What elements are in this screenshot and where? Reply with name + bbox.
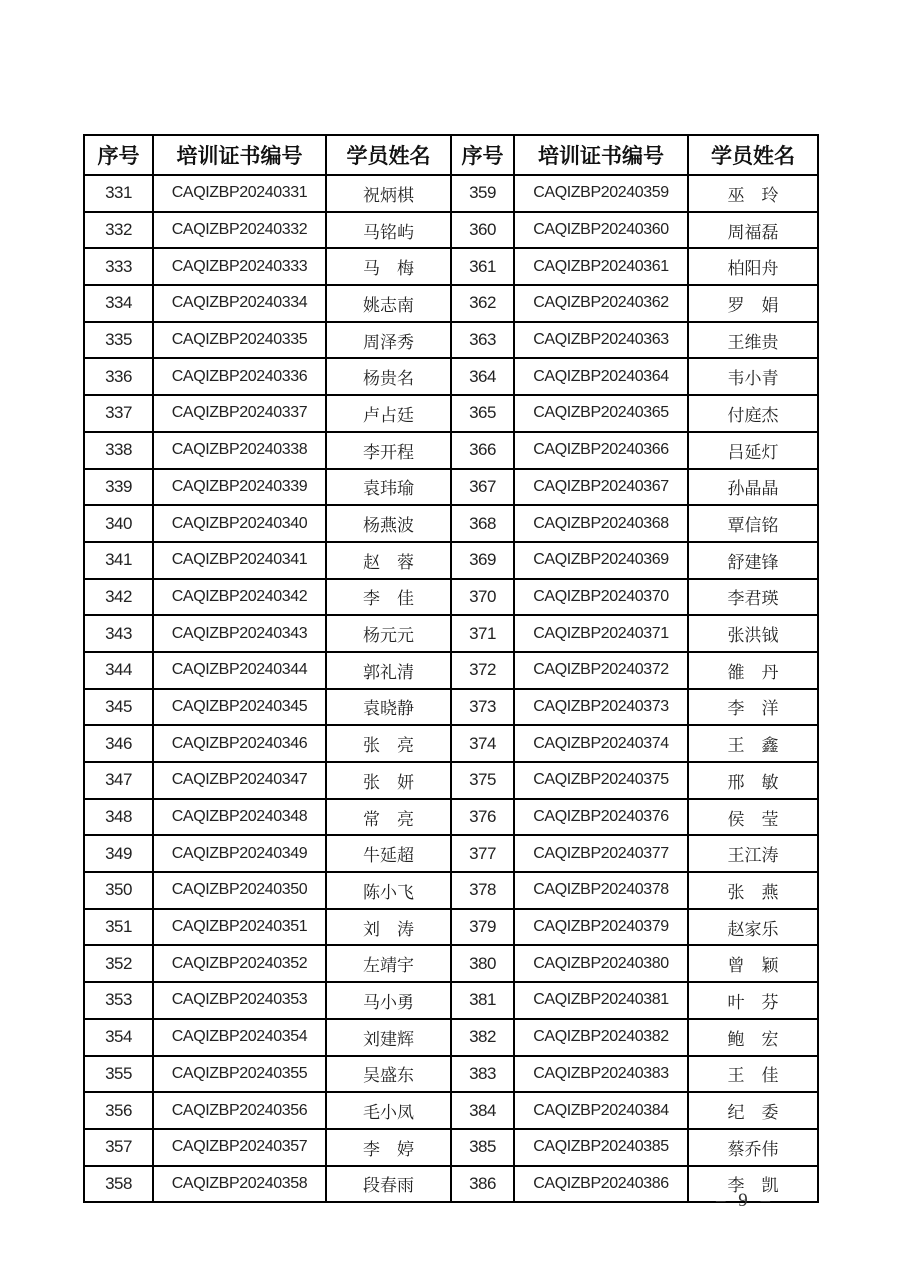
- certificate-cell: CAQIZBP20240358: [153, 1166, 326, 1203]
- certificate-cell: CAQIZBP20240351: [153, 909, 326, 946]
- name-cell: 牛延超: [326, 835, 451, 872]
- table-row: [84, 1092, 818, 1129]
- serial-cell: 383: [451, 1056, 514, 1093]
- certificate-cell: CAQIZBP20240357: [153, 1129, 326, 1166]
- certificate-cell: CAQIZBP20240363: [514, 322, 688, 359]
- serial-cell: 331: [84, 175, 153, 212]
- certificate-cell: CAQIZBP20240377: [514, 835, 688, 872]
- name-cell: 马 梅: [326, 248, 451, 285]
- table-row: [84, 358, 818, 395]
- serial-cell: 377: [451, 835, 514, 872]
- certificate-cell: CAQIZBP20240368: [514, 505, 688, 542]
- certificate-roster-table: [83, 134, 819, 1203]
- table-body: [84, 175, 818, 1202]
- certificate-cell: CAQIZBP20240384: [514, 1092, 688, 1129]
- serial-cell: 366: [451, 432, 514, 469]
- certificate-cell: CAQIZBP20240340: [153, 505, 326, 542]
- page-number: – 9 –: [716, 1190, 774, 1211]
- name-cell: 段春雨: [326, 1166, 451, 1203]
- certificate-cell: CAQIZBP20240356: [153, 1092, 326, 1129]
- name-cell: 赵 蓉: [326, 542, 451, 579]
- certificate-cell: CAQIZBP20240385: [514, 1129, 688, 1166]
- serial-cell: 351: [84, 909, 153, 946]
- certificate-cell: CAQIZBP20240350: [153, 872, 326, 909]
- name-cell: 刘建辉: [326, 1019, 451, 1056]
- serial-cell: 371: [451, 615, 514, 652]
- certificate-cell: CAQIZBP20240336: [153, 358, 326, 395]
- certificate-cell: CAQIZBP20240381: [514, 982, 688, 1019]
- certificate-cell: CAQIZBP20240344: [153, 652, 326, 689]
- serial-cell: 352: [84, 945, 153, 982]
- serial-cell: 365: [451, 395, 514, 432]
- table-row: [84, 982, 818, 1019]
- serial-cell: 379: [451, 909, 514, 946]
- serial-cell: 348: [84, 799, 153, 836]
- name-cell: 姚志南: [326, 285, 451, 322]
- serial-cell: 345: [84, 689, 153, 726]
- certificate-cell: CAQIZBP20240331: [153, 175, 326, 212]
- name-cell: 雒 丹: [688, 652, 818, 689]
- name-cell: 孙晶晶: [688, 469, 818, 506]
- certificate-cell: CAQIZBP20240372: [514, 652, 688, 689]
- table-row: [84, 248, 818, 285]
- name-cell: 郭礼清: [326, 652, 451, 689]
- table-row: [84, 909, 818, 946]
- certificate-cell: CAQIZBP20240370: [514, 579, 688, 616]
- certificate-cell: CAQIZBP20240346: [153, 725, 326, 762]
- serial-cell: 343: [84, 615, 153, 652]
- serial-cell: 353: [84, 982, 153, 1019]
- serial-cell: 381: [451, 982, 514, 1019]
- table-row: [84, 945, 818, 982]
- certificate-cell: CAQIZBP20240334: [153, 285, 326, 322]
- table-row: [84, 872, 818, 909]
- name-cell: 鲍 宏: [688, 1019, 818, 1056]
- serial-cell: 358: [84, 1166, 153, 1203]
- certificate-cell: CAQIZBP20240369: [514, 542, 688, 579]
- certificate-cell: CAQIZBP20240347: [153, 762, 326, 799]
- certificate-cell: CAQIZBP20240333: [153, 248, 326, 285]
- certificate-cell: CAQIZBP20240364: [514, 358, 688, 395]
- serial-cell: 359: [451, 175, 514, 212]
- serial-cell: 374: [451, 725, 514, 762]
- certificate-cell: CAQIZBP20240348: [153, 799, 326, 836]
- serial-cell: 382: [451, 1019, 514, 1056]
- name-cell: 李 洋: [688, 689, 818, 726]
- serial-cell: 385: [451, 1129, 514, 1166]
- name-cell: 陈小飞: [326, 872, 451, 909]
- name-cell: 祝炳棋: [326, 175, 451, 212]
- certificate-cell: CAQIZBP20240341: [153, 542, 326, 579]
- serial-cell: 339: [84, 469, 153, 506]
- name-cell: 马铭屿: [326, 212, 451, 249]
- table-row: [84, 652, 818, 689]
- certificate-cell: CAQIZBP20240383: [514, 1056, 688, 1093]
- name-cell: 叶 芬: [688, 982, 818, 1019]
- certificate-cell: CAQIZBP20240366: [514, 432, 688, 469]
- name-cell: 杨燕波: [326, 505, 451, 542]
- certificate-cell: CAQIZBP20240353: [153, 982, 326, 1019]
- header-name-left: 学员姓名: [326, 135, 451, 175]
- serial-cell: 357: [84, 1129, 153, 1166]
- certificate-cell: CAQIZBP20240342: [153, 579, 326, 616]
- serial-cell: 369: [451, 542, 514, 579]
- name-cell: 杨元元: [326, 615, 451, 652]
- table-row: [84, 1056, 818, 1093]
- serial-cell: 362: [451, 285, 514, 322]
- name-cell: 毛小凤: [326, 1092, 451, 1129]
- serial-cell: 364: [451, 358, 514, 395]
- serial-cell: 344: [84, 652, 153, 689]
- certificate-cell: CAQIZBP20240375: [514, 762, 688, 799]
- header-row: [84, 135, 818, 175]
- table-row: [84, 542, 818, 579]
- serial-cell: 367: [451, 469, 514, 506]
- certificate-cell: CAQIZBP20240379: [514, 909, 688, 946]
- table-row: [84, 505, 818, 542]
- serial-cell: 370: [451, 579, 514, 616]
- name-cell: 袁晓静: [326, 689, 451, 726]
- serial-cell: 386: [451, 1166, 514, 1203]
- header-name-right: 学员姓名: [688, 135, 818, 175]
- serial-cell: 363: [451, 322, 514, 359]
- name-cell: 张洪钺: [688, 615, 818, 652]
- certificate-cell: CAQIZBP20240359: [514, 175, 688, 212]
- table-row: [84, 762, 818, 799]
- name-cell: 吴盛东: [326, 1056, 451, 1093]
- serial-cell: 341: [84, 542, 153, 579]
- name-cell: 张 亮: [326, 725, 451, 762]
- certificate-cell: CAQIZBP20240374: [514, 725, 688, 762]
- name-cell: 罗 娟: [688, 285, 818, 322]
- name-cell: 曾 颖: [688, 945, 818, 982]
- certificate-cell: CAQIZBP20240382: [514, 1019, 688, 1056]
- header-certificate-left: 培训证书编号: [153, 135, 326, 175]
- certificate-cell: CAQIZBP20240338: [153, 432, 326, 469]
- serial-cell: 340: [84, 505, 153, 542]
- name-cell: 袁玮瑜: [326, 469, 451, 506]
- serial-cell: 337: [84, 395, 153, 432]
- name-cell: 周福磊: [688, 212, 818, 249]
- table-row: [84, 469, 818, 506]
- serial-cell: 355: [84, 1056, 153, 1093]
- serial-cell: 373: [451, 689, 514, 726]
- serial-cell: 384: [451, 1092, 514, 1129]
- table-row: [84, 799, 818, 836]
- certificate-cell: CAQIZBP20240352: [153, 945, 326, 982]
- name-cell: 王 鑫: [688, 725, 818, 762]
- name-cell: 吕延灯: [688, 432, 818, 469]
- table-row: [84, 432, 818, 469]
- name-cell: 韦小青: [688, 358, 818, 395]
- certificate-cell: CAQIZBP20240360: [514, 212, 688, 249]
- table-row: [84, 175, 818, 212]
- serial-cell: 332: [84, 212, 153, 249]
- serial-cell: 378: [451, 872, 514, 909]
- serial-cell: 338: [84, 432, 153, 469]
- certificate-cell: CAQIZBP20240365: [514, 395, 688, 432]
- certificate-cell: CAQIZBP20240376: [514, 799, 688, 836]
- table-row: [84, 689, 818, 726]
- table-row: [84, 835, 818, 872]
- serial-cell: 375: [451, 762, 514, 799]
- serial-cell: 372: [451, 652, 514, 689]
- name-cell: 杨贵名: [326, 358, 451, 395]
- name-cell: 张 燕: [688, 872, 818, 909]
- name-cell: 巫 玲: [688, 175, 818, 212]
- table-row: [84, 1129, 818, 1166]
- table-row: [84, 322, 818, 359]
- certificate-cell: CAQIZBP20240386: [514, 1166, 688, 1203]
- table-row: [84, 1019, 818, 1056]
- certificate-cell: CAQIZBP20240371: [514, 615, 688, 652]
- name-cell: 刘 涛: [326, 909, 451, 946]
- name-cell: 王江涛: [688, 835, 818, 872]
- name-cell: 周泽秀: [326, 322, 451, 359]
- table-row: [84, 285, 818, 322]
- serial-cell: 333: [84, 248, 153, 285]
- header-serial-left: 序号: [84, 135, 153, 175]
- certificate-cell: CAQIZBP20240345: [153, 689, 326, 726]
- certificate-cell: CAQIZBP20240339: [153, 469, 326, 506]
- table-row: [84, 212, 818, 249]
- serial-cell: 360: [451, 212, 514, 249]
- serial-cell: 346: [84, 725, 153, 762]
- certificate-cell: CAQIZBP20240349: [153, 835, 326, 872]
- table-header: [84, 135, 818, 175]
- header-certificate-right: 培训证书编号: [514, 135, 688, 175]
- name-cell: 邢 敏: [688, 762, 818, 799]
- serial-cell: 335: [84, 322, 153, 359]
- certificate-cell: CAQIZBP20240332: [153, 212, 326, 249]
- serial-cell: 356: [84, 1092, 153, 1129]
- name-cell: 左靖宇: [326, 945, 451, 982]
- table-row: [84, 395, 818, 432]
- name-cell: 蔡乔伟: [688, 1129, 818, 1166]
- serial-cell: 361: [451, 248, 514, 285]
- name-cell: 马小勇: [326, 982, 451, 1019]
- certificate-cell: CAQIZBP20240361: [514, 248, 688, 285]
- serial-cell: 334: [84, 285, 153, 322]
- serial-cell: 354: [84, 1019, 153, 1056]
- serial-cell: 336: [84, 358, 153, 395]
- table-row: [84, 725, 818, 762]
- name-cell: 卢占廷: [326, 395, 451, 432]
- certificate-cell: CAQIZBP20240354: [153, 1019, 326, 1056]
- certificate-cell: CAQIZBP20240378: [514, 872, 688, 909]
- serial-cell: 349: [84, 835, 153, 872]
- name-cell: 舒建锋: [688, 542, 818, 579]
- serial-cell: 347: [84, 762, 153, 799]
- certificate-cell: CAQIZBP20240373: [514, 689, 688, 726]
- serial-cell: 376: [451, 799, 514, 836]
- certificate-cell: CAQIZBP20240362: [514, 285, 688, 322]
- name-cell: 李君瑛: [688, 579, 818, 616]
- name-cell: 付庭杰: [688, 395, 818, 432]
- serial-cell: 350: [84, 872, 153, 909]
- name-cell: 李开程: [326, 432, 451, 469]
- table-row: [84, 615, 818, 652]
- name-cell: 赵家乐: [688, 909, 818, 946]
- name-cell: 李 凯: [688, 1166, 818, 1203]
- certificate-cell: CAQIZBP20240335: [153, 322, 326, 359]
- name-cell: 张 妍: [326, 762, 451, 799]
- certificate-cell: CAQIZBP20240355: [153, 1056, 326, 1093]
- name-cell: 覃信铭: [688, 505, 818, 542]
- header-serial-right: 序号: [451, 135, 514, 175]
- serial-cell: 368: [451, 505, 514, 542]
- name-cell: 王 佳: [688, 1056, 818, 1093]
- serial-cell: 342: [84, 579, 153, 616]
- certificate-cell: CAQIZBP20240367: [514, 469, 688, 506]
- name-cell: 常 亮: [326, 799, 451, 836]
- name-cell: 柏阳舟: [688, 248, 818, 285]
- certificate-cell: CAQIZBP20240343: [153, 615, 326, 652]
- table-row: [84, 579, 818, 616]
- name-cell: 李 婷: [326, 1129, 451, 1166]
- certificate-cell: CAQIZBP20240337: [153, 395, 326, 432]
- name-cell: 侯 莹: [688, 799, 818, 836]
- certificate-cell: CAQIZBP20240380: [514, 945, 688, 982]
- serial-cell: 380: [451, 945, 514, 982]
- name-cell: 李 佳: [326, 579, 451, 616]
- name-cell: 王维贵: [688, 322, 818, 359]
- name-cell: 纪 委: [688, 1092, 818, 1129]
